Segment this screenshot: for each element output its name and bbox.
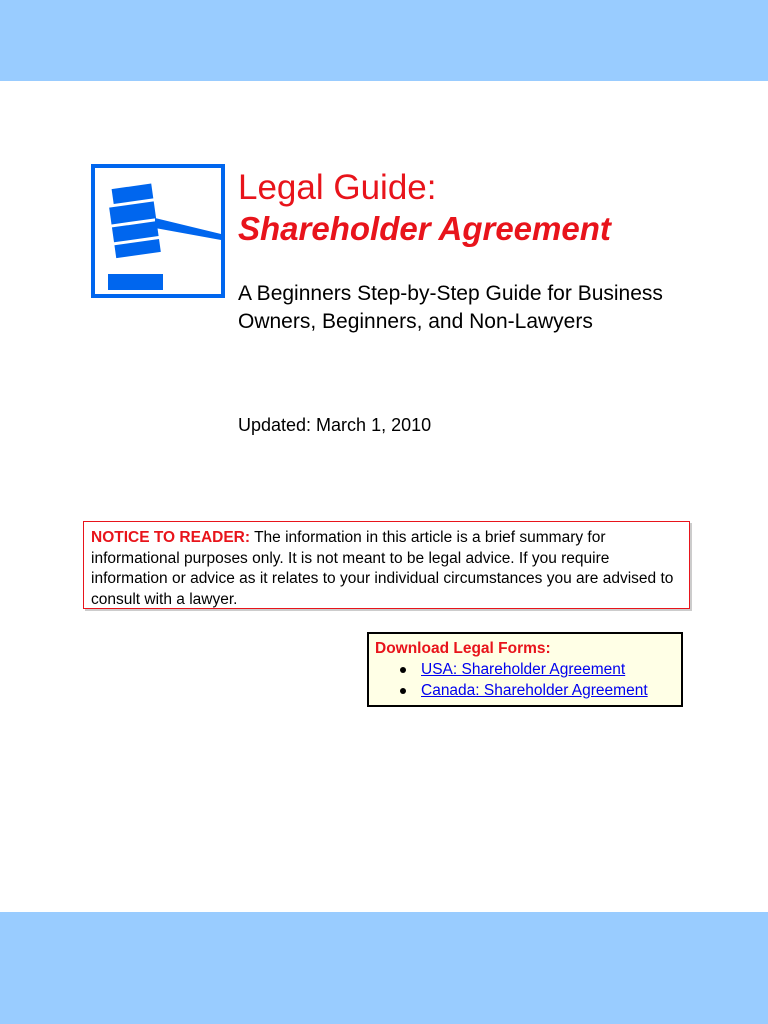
download-links-list [375,659,681,701]
list-item [421,680,681,701]
notice-box [83,521,690,609]
download-forms-title: Download Legal Forms: [375,640,551,657]
usa-shareholder-agreement-link[interactable]: USA: Shareholder Agreement [421,661,626,678]
top-color-band [0,0,768,81]
subtitle: A Beginners Step-by-Step Guide for Business Owners, Beginners, and Non-Lawyers [238,282,663,333]
canada-shareholder-agreement-link[interactable]: Canada: Shareholder Agreement [421,682,648,699]
notice-label: NOTICE TO READER: [91,529,251,546]
download-forms-box [367,632,683,707]
list-item [421,659,681,680]
gavel-icon [91,164,225,298]
title-line-1: Legal Guide: [238,168,437,207]
title-line-2: Shareholder Agreement [238,210,611,247]
updated-date: Updated: March 1, 2010 [238,415,432,435]
bullet-icon [400,667,406,673]
bullet-icon [400,688,406,694]
bottom-color-band [0,912,768,1024]
notice-text: The information in this article is a brief summary for informational purposes only. It is not meant to be legal advice. If you require information or advice as it relates to your individual circumstances you are advised to consult with a lawyer. [91,529,674,608]
